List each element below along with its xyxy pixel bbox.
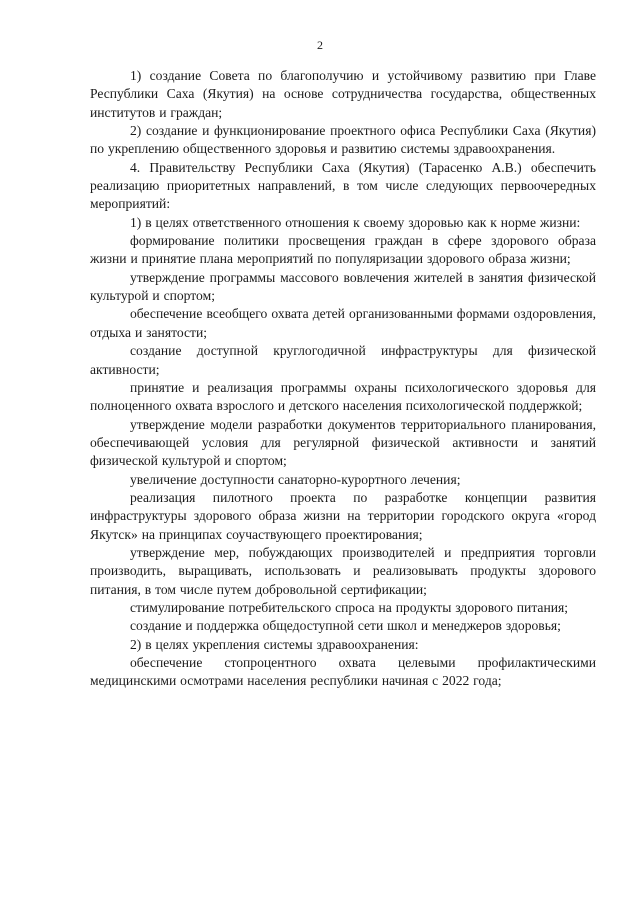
paragraph-council: 1) создание Совета по благополучию и устойчивому развитию при Главе Республики Саха (Якутия) на основе сотрудничества государства, общественных институтов и граждан;	[90, 68, 596, 120]
paragraph-infrastructure: создание доступной круглогодичной инфраструктуры для физической активности;	[90, 343, 596, 377]
paragraph-health-schools: создание и поддержка общедоступной сети школ и менеджеров здоровья;	[130, 618, 561, 634]
paragraph-medical-checkups: обеспечение стопроцентного охвата целевыми профилактическими медицинскими осмотрами населения республики начиная с 2022 года;	[90, 655, 596, 689]
paragraph-consumer-demand: стимулирование потребительского спроса на продукты здорового питания;	[130, 599, 569, 615]
page-number: 2	[317, 38, 323, 52]
paragraph-pilot-project: реализация пилотного проекта по разработке концепции развития инфраструктуры здорового образа жизни на территории городского округа «город Якутск» на принципах соучаствующего проектирования;	[90, 489, 596, 542]
paragraph-children-coverage: обеспечение всеобщего охвата детей организованными формами оздоровления, отдыха и занятости;	[90, 306, 596, 340]
document-body	[90, 67, 596, 691]
paragraph-government-item-4: 4. Правительству Республики Саха (Якутия) (Тарасенко А.В.) обеспечить реализацию приоритетных направлений, в том числе следующих первоочередных мероприятий:	[90, 159, 596, 212]
paragraph-territorial-planning: утверждение модели разработки документов территориального планирования, обеспечивающей условия для регулярной физической активности и занятий физической культурой и спортом;	[90, 416, 596, 469]
paragraph-healthcare-system: 2) в целях укрепления системы здравоохранения:	[130, 636, 419, 652]
paragraph-psychological-health: принятие и реализация программы охраны психологического здоровья для полноценного охвата взрослого и детского населения психологической поддержкой;	[90, 379, 596, 414]
paragraph-sanatorium: увеличение доступности санаторно-курортного лечения;	[130, 471, 461, 487]
paragraph-responsible-health: 1) в целях ответственного отношения к своему здоровью как к норме жизни:	[130, 214, 581, 230]
paragraph-education-policy: формирование политики просвещения граждан в сфере здорового образа жизни и принятие плана мероприятий по популяризации здорового образа жизни;	[90, 233, 596, 267]
paragraph-project-office: 2) создание и функционирование проектного офиса Республики Саха (Якутия) по укреплению общественного здоровья и развитию системы здравоохранения.	[90, 123, 596, 157]
paragraph-producers-measures: утверждение мер, побуждающих производителей и предприятия торговли производить, выращивать, использовать и реализовывать продукты здорового питания, в том числе путем добровольной сертификации;	[90, 544, 596, 597]
paragraph-mass-sports-program: утверждение программы массового вовлечения жителей в занятия физической культурой и спортом;	[90, 269, 596, 304]
